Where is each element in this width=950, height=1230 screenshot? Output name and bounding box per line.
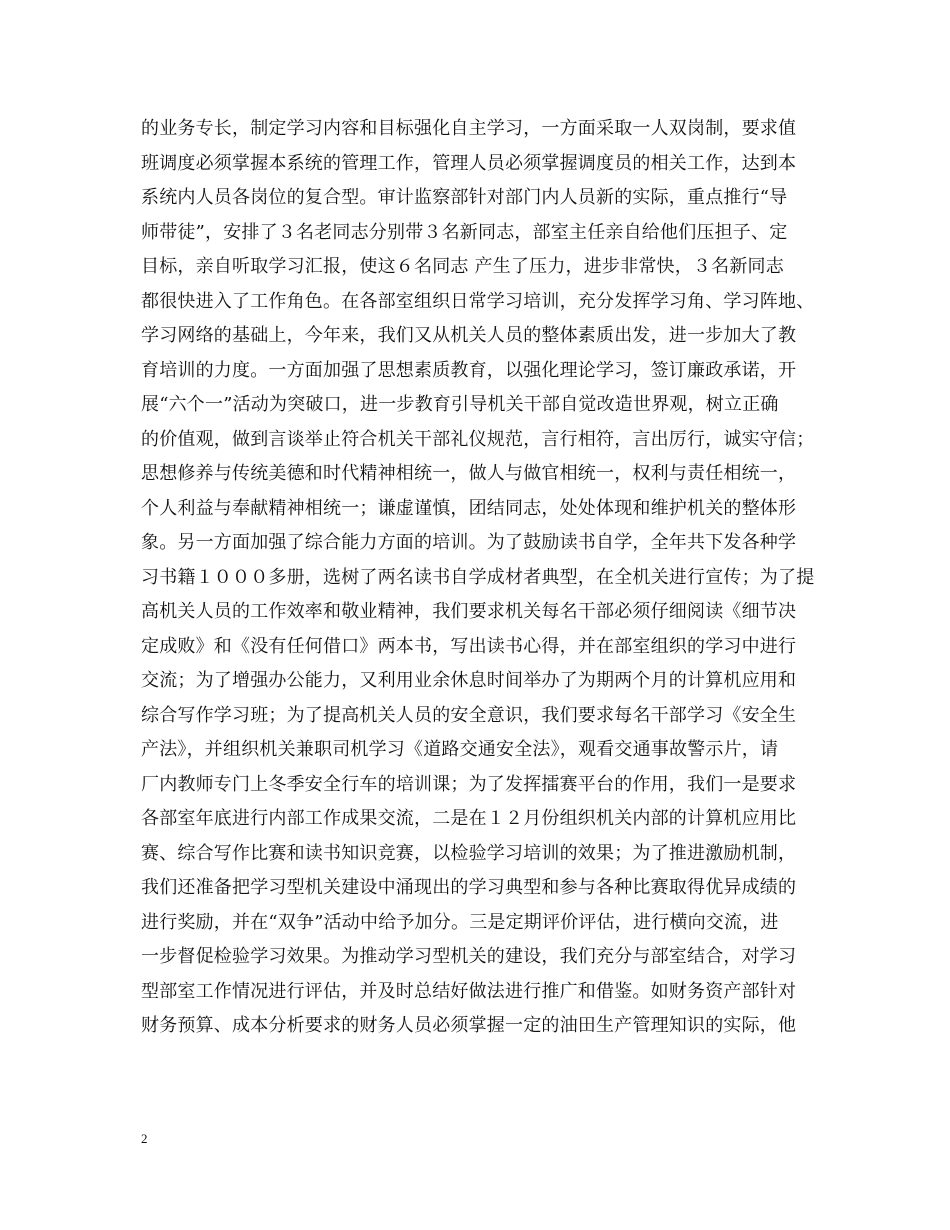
text-line: 进行奖励，并在“双争”活动中给予加分。三是定期评价评估，进行横向交流，进 [141,911,779,933]
text-line: 个人利益与奉献精神相统一；谦虚谨慎，团结同志，处处体现和维护机关的整体形 [141,497,797,519]
text-line: 各部室年底进行内部工作成果交流，二是在１２月份组织机关内部的计算机应用比 [141,808,797,829]
text-line: 产法》，并组织机关兼职司机学习《道路交通安全法》，观看交通事故警示片，请 [141,739,779,760]
text-line: 思想修养与传统美德和时代精神相统一，做人与做官相统一，权利与责任相统一， [141,463,797,484]
text-line: 系统内人员各岗位的复合型。审计监察部针对部门内人员新的实际，重点推行“导 [141,187,788,208]
text-line: 财务预算、成本分析要求的财务人员必须掌握一定的油田生产管理知识的实际，他 [141,1015,797,1036]
text-line: 赛、综合写作比赛和读书知识竞赛，以检验学习培训的效果；为了推进激励机制， [141,842,797,864]
text-line: 高机关人员的工作效率和敬业精神，我们要求机关每名干部必须仔细阅读《细节决 [141,601,797,622]
body-text [141,112,841,1044]
text-line: 都很快进入了工作角色。在各部室组织日常学习培训，充分发挥学习角、学习阵地、 [141,290,815,312]
text-line: 师带徒”，安排了３名老同志分别带３名新同志，部室主任亲自给他们压担子、定 [141,221,788,243]
text-line: 习书籍１０００多册，选树了两名读书自学成材者典型，在全机关进行宣传；为了提 [141,566,815,588]
text-line: 学习网络的基础上，今年来，我们又从机关人员的整体素质出发，进一步加大了教 [141,325,797,346]
text-line: 型部室工作情况进行评估，并及时总结好做法进行推广和借鉴。如财务资产部针对 [141,980,797,1002]
text-line: 综合写作学习班；为了提高机关人员的安全意识，我们要求每名干部学习《安全生 [141,704,797,726]
text-line: 交流；为了增强办公能力，又利用业余休息时间举办了为期两个月的计算机应用和 [141,670,797,691]
text-line: 象。另一方面加强了综合能力方面的培训。为了鼓励读书自学，全年共下发各种学 [141,532,797,553]
text-line: 班调度必须掌握本系统的管理工作，管理人员必须掌握调度员的相关工作，达到本 [141,152,797,174]
text-line: 展“六个一”活动为突破口，进一步教育引导机关干部自觉改造世界观，树立正确 [141,394,779,415]
text-line: 目标，亲自听取学习汇报，使这６名同志 产生了压力，进步非常快，３名新同志 [141,256,784,277]
text-line: 的价值观，做到言谈举止符合机关干部礼仪规范，言行相符，言出厉行，诚实守信； [141,428,815,450]
page-number: 2 [141,1131,148,1146]
text-line: 定成败》和《没有任何借口》两本书，写出读书心得，并在部室组织的学习中进行 [141,635,797,657]
text-line: 的业务专长，制定学习内容和目标强化自主学习，一方面采取一人双岗制，要求值 [141,118,797,139]
text-line: 一步督促检验学习效果。为推动学习型机关的建设，我们充分与部室结合，对学习 [141,946,797,967]
text-line: 我们还准备把学习型机关建设中涌现出的学习典型和参与各种比赛取得优异成绩的 [141,877,797,898]
text-line: 育培训的力度。一方面加强了思想素质教育，以强化理论学习，签订廉政承诺，开 [141,359,797,381]
text-line: 厂内教师专门上冬季安全行车的培训课；为了发挥擂赛平台的作用，我们一是要求 [141,773,797,795]
